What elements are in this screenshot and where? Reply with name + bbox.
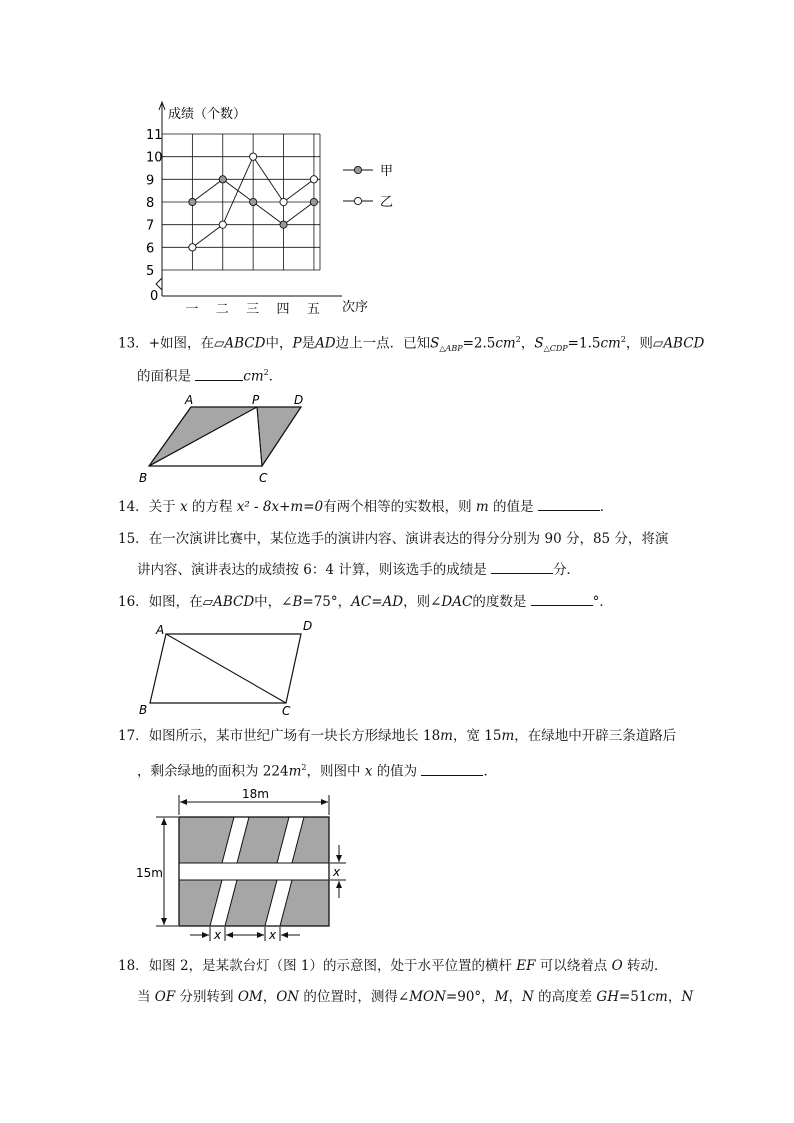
q17-label-x-right: x bbox=[333, 865, 341, 879]
score-line-chart bbox=[130, 98, 430, 320]
chart-y-tick-label: 6 bbox=[146, 241, 155, 257]
q13-label-c: C bbox=[259, 471, 268, 485]
legend-marker-1 bbox=[354, 166, 361, 173]
chart-x-tick-label: 二 bbox=[215, 302, 229, 317]
series-2-point bbox=[189, 244, 196, 251]
question-16: 16．如图，在▱ABCD中，∠B=75°，AC=AD，则∠DAC的度数是 °． bbox=[118, 594, 613, 610]
question-17: 17．如图所示，某市世纪广场有一块长方形绿地长 18m，宽 15m，在绿地中开辟三条道路后 bbox=[118, 728, 677, 744]
chart-y-tick-label: 7 bbox=[146, 218, 155, 234]
series-2-point bbox=[280, 198, 287, 205]
q16-label-a: A bbox=[156, 623, 165, 637]
q13-shaded-triangle-cdp bbox=[257, 407, 301, 466]
chart-x-tick-label: 四 bbox=[276, 302, 290, 317]
answer-blank-13[interactable] bbox=[195, 368, 243, 381]
q16-label-c: C bbox=[282, 704, 291, 718]
series-2-point bbox=[250, 153, 257, 160]
q13-label-b: B bbox=[139, 471, 148, 485]
series-1-point bbox=[250, 198, 257, 205]
answer-blank-17[interactable] bbox=[421, 763, 483, 776]
legend-label-1: 甲 bbox=[380, 164, 394, 179]
legend-label-2: 乙 bbox=[380, 195, 394, 210]
q17-label-height: 15m bbox=[136, 866, 163, 880]
chart-y-tick-label: 11 bbox=[146, 128, 163, 143]
chart-y-tick-label: 10 bbox=[146, 150, 163, 166]
q13-label-d: D bbox=[294, 393, 304, 407]
q13-label-a: A bbox=[185, 393, 194, 407]
question-14: 14．关于 x 的方程 x² - 8x+m=0有两个相等的实数根，则 m 的值是 ． bbox=[118, 499, 614, 515]
question-17-line2: ，剩余绿地的面积为 $224m^2$，则图中 x 的值为 ． bbox=[137, 763, 497, 780]
answer-blank-15[interactable] bbox=[491, 561, 553, 574]
chart-x-tick-label: 三 bbox=[246, 302, 260, 317]
chart-xlabel: 次序 bbox=[342, 300, 369, 315]
q17-label-x-bottom-2: x bbox=[269, 928, 277, 942]
series-1-point bbox=[280, 221, 287, 228]
series-2-point bbox=[219, 221, 226, 228]
answer-blank-16[interactable] bbox=[531, 593, 593, 606]
question-18: 18．如图 2，是某款台灯（图 1）的示意图，处于水平位置的横杆 EF 可以绕着点 O 转动． bbox=[118, 958, 668, 974]
question-15-line2: 讲内容、演讲表达的成绩按 6：4 计算，则该选手的成绩是 分． bbox=[137, 562, 581, 578]
chart-x-tick-label: 五 bbox=[306, 302, 320, 317]
q16-label-d: D bbox=[303, 619, 313, 633]
series-2-point bbox=[310, 176, 317, 183]
q16-diagonal-ac bbox=[166, 634, 286, 703]
chart-y-tick-label: 0 bbox=[150, 289, 159, 304]
q13-parallelogram-figure bbox=[135, 390, 315, 490]
series-1-point bbox=[219, 176, 226, 183]
question-15: 15．在一次演讲比赛中，某位选手的演讲内容、演讲表达的得分分别为 90 分，85 分，将演 bbox=[118, 531, 669, 547]
series-1-point bbox=[310, 198, 317, 205]
q16-label-b: B bbox=[139, 703, 148, 717]
answer-blank-14[interactable] bbox=[538, 498, 600, 511]
series-1-point bbox=[189, 198, 196, 205]
chart-ylabel: 成绩（个数） bbox=[168, 107, 247, 122]
legend-marker-2 bbox=[354, 197, 361, 204]
q13-label-p: P bbox=[252, 393, 260, 407]
q17-label-width: 18m bbox=[242, 787, 269, 801]
q17-field-figure bbox=[134, 787, 364, 947]
chart-y-tick-label: 8 bbox=[146, 196, 155, 211]
question-18-line2: 当 OF 分别转到 OM，ON 的位置时，测得∠MON=90°，M，N 的高度差 GH=51cm，N bbox=[137, 989, 694, 1005]
q16-parallelogram-figure bbox=[135, 618, 325, 720]
q17-label-x-bottom-1: x bbox=[214, 928, 222, 942]
chart-y-tick-label: 5 bbox=[146, 264, 155, 279]
question-13-line2: 的面积是 $cm^2$． bbox=[137, 368, 283, 385]
question-13: 13．+如图，在▱ABCD中，P是AD边上一点．已知$S_{\triangle ABP}=2.5cm^2$，$S_{\triangle CDP}=1.5cm^2$，则▱ABCD bbox=[118, 335, 705, 354]
chart-y-tick-label: 9 bbox=[146, 173, 155, 189]
chart-x-tick-label: 一 bbox=[185, 302, 199, 317]
